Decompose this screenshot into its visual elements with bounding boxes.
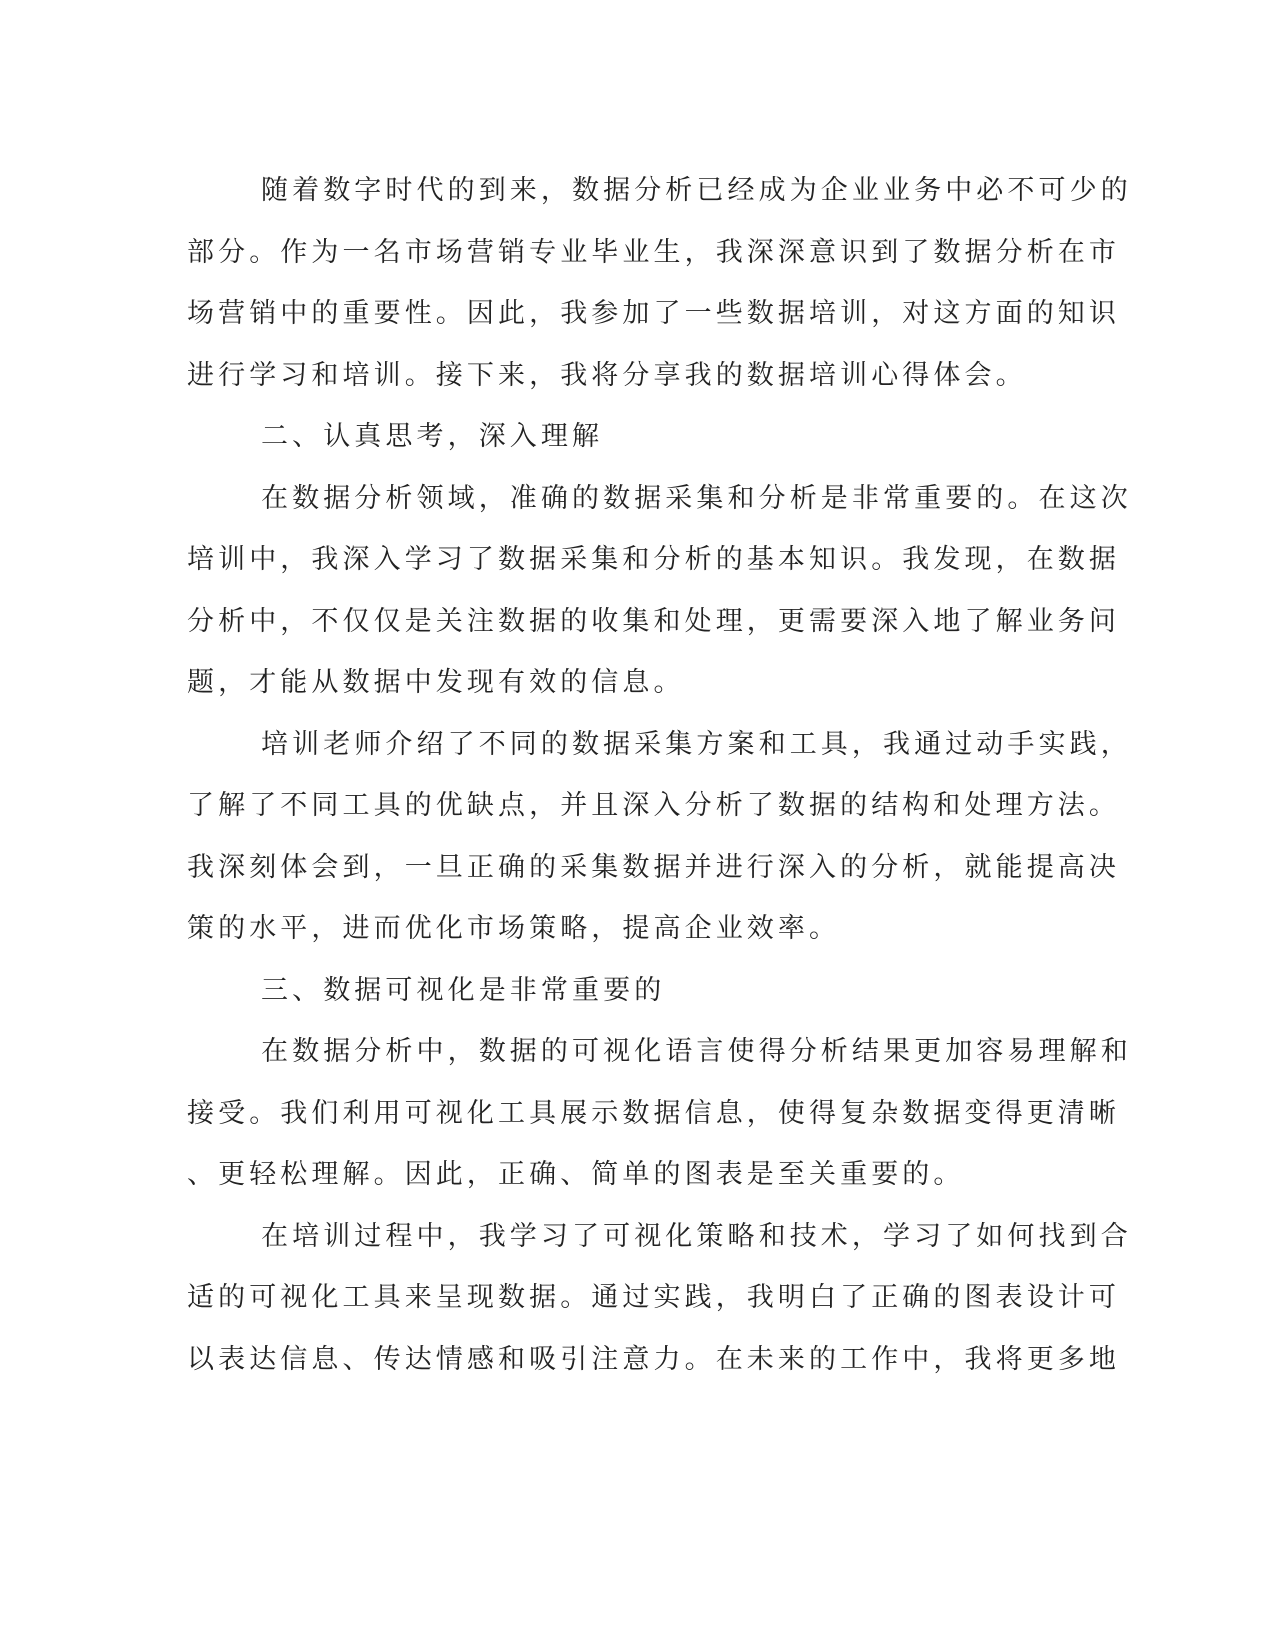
section-heading: 三、数据可视化是非常重要的 — [261, 974, 666, 1006]
text-line: 策的水平，进而优化市场策略，提高企业效率。 — [187, 913, 841, 944]
text-line: 分析中，不仅仅是关注数据的收集和处理，更需要深入地了解业务问 — [187, 605, 1120, 637]
text-line: 部分。作为一名市场营销专业毕业生，我深深意识到了数据分析在市 — [187, 236, 1120, 268]
text-line: 随着数字时代的到来，数据分析已经成为企业业务中必不可少的 — [261, 175, 1132, 206]
body-text — [187, 160, 1132, 1390]
section-heading: 二、认真思考，深入理解 — [261, 421, 604, 452]
text-line: 题，才能从数据中发现有效的信息。 — [187, 667, 685, 698]
text-line: 适的可视化工具来呈现数据。通过实践，我明白了正确的图表设计可 — [187, 1282, 1120, 1313]
text-line: 在数据分析领域，准确的数据采集和分析是非常重要的。在这次 — [261, 482, 1132, 514]
text-line: 、更轻松理解。因此，正确、简单的图表是至关重要的。 — [187, 1159, 965, 1190]
text-line: 接受。我们利用可视化工具展示数据信息，使得复杂数据变得更清晰 — [187, 1097, 1120, 1129]
text-line: 在数据分析中，数据的可视化语言使得分析结果更加容易理解和 — [261, 1036, 1132, 1067]
text-line: 了解了不同工具的优缺点，并且深入分析了数据的结构和处理方法。 — [187, 790, 1120, 821]
text-line: 我深刻体会到，一旦正确的采集数据并进行深入的分析，就能提高决 — [187, 851, 1120, 883]
text-line: 在培训过程中，我学习了可视化策略和技术，学习了如何找到合 — [261, 1220, 1132, 1252]
text-line: 培训中，我深入学习了数据采集和分析的基本知识。我发现，在数据 — [187, 544, 1120, 575]
text-line: 培训老师介绍了不同的数据采集方案和工具，我通过动手实践， — [261, 728, 1132, 760]
text-line: 以表达信息、传达情感和吸引注意力。在未来的工作中，我将更多地 — [187, 1343, 1120, 1375]
text-line: 进行学习和培训。接下来，我将分享我的数据培训心得体会。 — [187, 359, 1027, 391]
text-line: 场营销中的重要性。因此，我参加了一些数据培训，对这方面的知识 — [187, 298, 1120, 329]
